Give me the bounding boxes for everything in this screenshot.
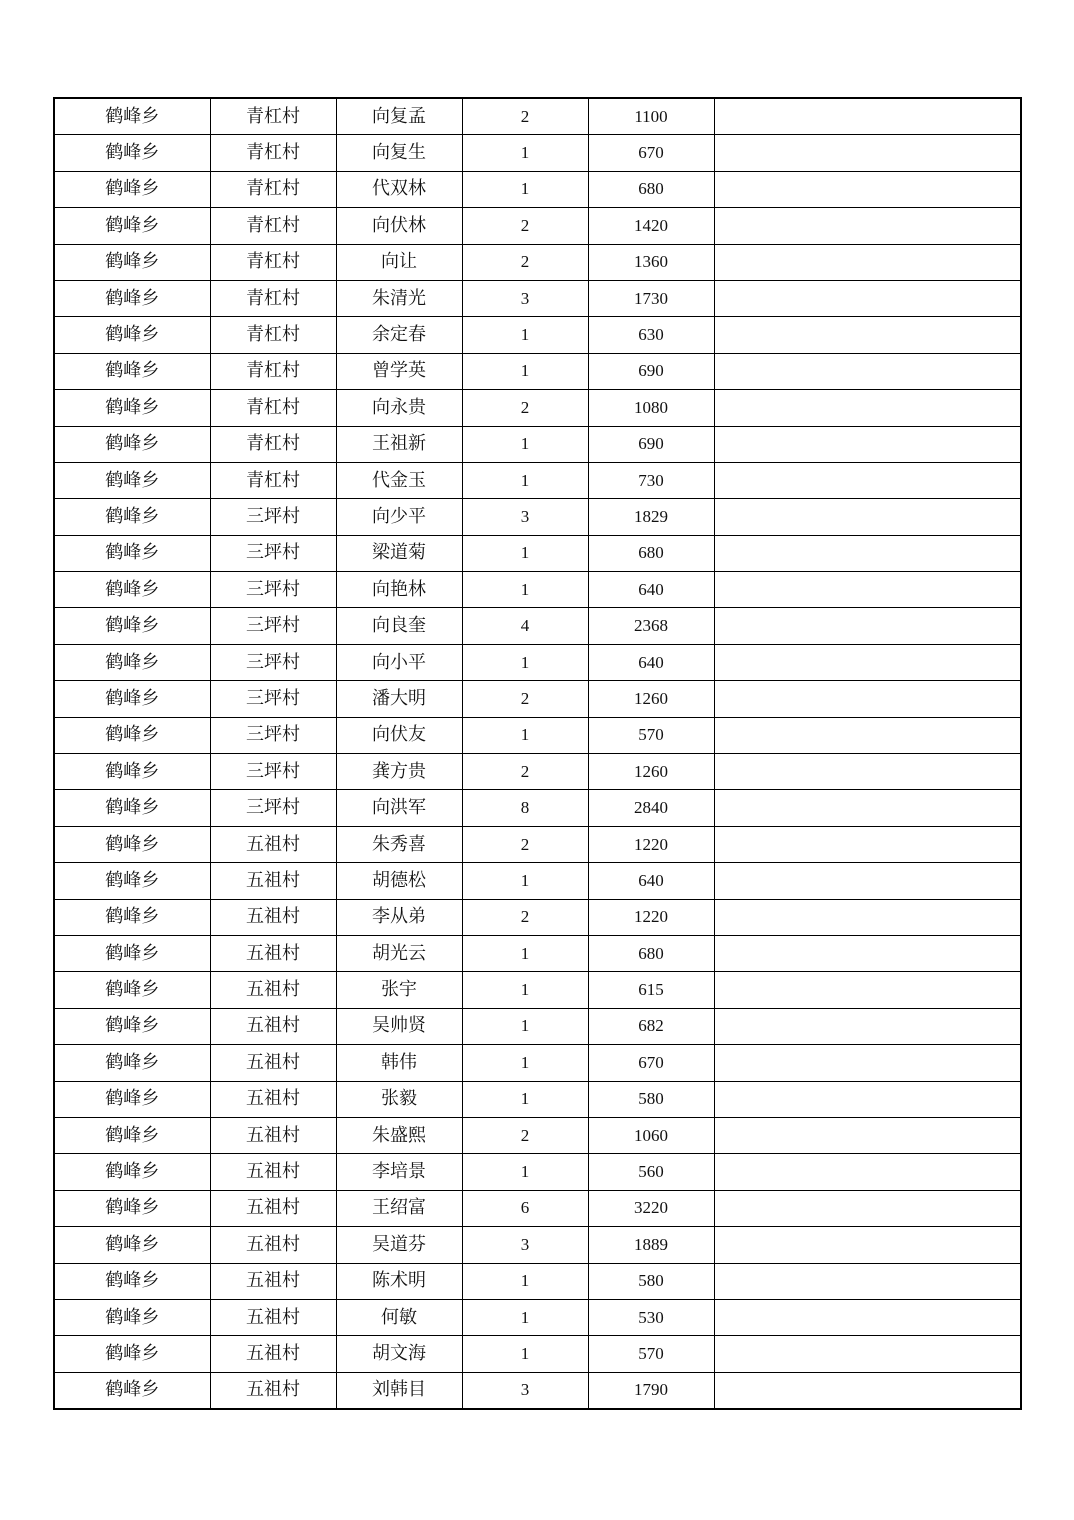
amount-cell: 690 (588, 353, 714, 389)
village-cell: 青杠村 (210, 353, 336, 389)
remark-cell (714, 135, 1021, 171)
table-row (54, 935, 1021, 971)
township-cell: 鹤峰乡 (54, 717, 210, 753)
remark-cell (714, 972, 1021, 1008)
village-cell: 青杠村 (210, 208, 336, 244)
village-cell: 五祖村 (210, 863, 336, 899)
name-cell: 李培景 (336, 1154, 462, 1190)
village-cell: 青杠村 (210, 390, 336, 426)
table-row (54, 754, 1021, 790)
village-cell: 青杠村 (210, 171, 336, 207)
amount-cell: 1730 (588, 280, 714, 316)
village-cell: 青杠村 (210, 462, 336, 498)
remark-cell (714, 1008, 1021, 1044)
name-cell: 向艳林 (336, 572, 462, 608)
table-row (54, 1372, 1021, 1409)
name-cell: 李从弟 (336, 899, 462, 935)
name-cell: 朱清光 (336, 280, 462, 316)
count-cell: 1 (462, 1154, 588, 1190)
name-cell: 向伏友 (336, 717, 462, 753)
township-cell: 鹤峰乡 (54, 972, 210, 1008)
table-row (54, 98, 1021, 135)
count-cell: 2 (462, 208, 588, 244)
table-row (54, 135, 1021, 171)
amount-cell: 1220 (588, 899, 714, 935)
table-row (54, 535, 1021, 571)
count-cell: 1 (462, 717, 588, 753)
amount-cell: 615 (588, 972, 714, 1008)
village-cell: 三坪村 (210, 681, 336, 717)
name-cell: 吴道芬 (336, 1227, 462, 1263)
township-cell: 鹤峰乡 (54, 826, 210, 862)
township-cell: 鹤峰乡 (54, 935, 210, 971)
village-cell: 青杠村 (210, 244, 336, 280)
amount-cell: 2368 (588, 608, 714, 644)
remark-cell (714, 572, 1021, 608)
amount-cell: 680 (588, 171, 714, 207)
township-cell: 鹤峰乡 (54, 608, 210, 644)
table-row (54, 426, 1021, 462)
remark-cell (714, 1227, 1021, 1263)
village-cell: 青杠村 (210, 280, 336, 316)
count-cell: 8 (462, 790, 588, 826)
table-row (54, 208, 1021, 244)
table-body (54, 98, 1021, 1409)
count-cell: 4 (462, 608, 588, 644)
name-cell: 张毅 (336, 1081, 462, 1117)
village-cell: 五祖村 (210, 1372, 336, 1409)
table-row (54, 244, 1021, 280)
amount-cell: 630 (588, 317, 714, 353)
count-cell: 1 (462, 462, 588, 498)
table-row (54, 608, 1021, 644)
township-cell: 鹤峰乡 (54, 1336, 210, 1372)
count-cell: 2 (462, 390, 588, 426)
count-cell: 6 (462, 1190, 588, 1226)
remark-cell (714, 1372, 1021, 1409)
name-cell: 余定春 (336, 317, 462, 353)
amount-cell: 1360 (588, 244, 714, 280)
village-cell: 五祖村 (210, 1263, 336, 1299)
count-cell: 1 (462, 644, 588, 680)
remark-cell (714, 462, 1021, 498)
township-cell: 鹤峰乡 (54, 280, 210, 316)
name-cell: 向少平 (336, 499, 462, 535)
count-cell: 1 (462, 1299, 588, 1335)
name-cell: 潘大明 (336, 681, 462, 717)
village-cell: 三坪村 (210, 790, 336, 826)
remark-cell (714, 608, 1021, 644)
amount-cell: 730 (588, 462, 714, 498)
village-cell: 五祖村 (210, 1008, 336, 1044)
table-row (54, 863, 1021, 899)
village-cell: 五祖村 (210, 1336, 336, 1372)
remark-cell (714, 1154, 1021, 1190)
township-cell: 鹤峰乡 (54, 1154, 210, 1190)
township-cell: 鹤峰乡 (54, 1227, 210, 1263)
name-cell: 王祖新 (336, 426, 462, 462)
amount-cell: 580 (588, 1263, 714, 1299)
count-cell: 3 (462, 280, 588, 316)
name-cell: 向洪军 (336, 790, 462, 826)
remark-cell (714, 935, 1021, 971)
township-cell: 鹤峰乡 (54, 499, 210, 535)
remark-cell (714, 353, 1021, 389)
count-cell: 2 (462, 244, 588, 280)
name-cell: 吴帅贤 (336, 1008, 462, 1044)
township-cell: 鹤峰乡 (54, 208, 210, 244)
township-cell: 鹤峰乡 (54, 754, 210, 790)
name-cell: 刘韩目 (336, 1372, 462, 1409)
amount-cell: 1100 (588, 98, 714, 135)
remark-cell (714, 535, 1021, 571)
amount-cell: 1220 (588, 826, 714, 862)
remark-cell (714, 390, 1021, 426)
township-cell: 鹤峰乡 (54, 317, 210, 353)
township-cell: 鹤峰乡 (54, 244, 210, 280)
township-cell: 鹤峰乡 (54, 644, 210, 680)
count-cell: 1 (462, 572, 588, 608)
count-cell: 1 (462, 972, 588, 1008)
village-cell: 三坪村 (210, 717, 336, 753)
amount-cell: 690 (588, 426, 714, 462)
remark-cell (714, 754, 1021, 790)
village-cell: 三坪村 (210, 754, 336, 790)
township-cell: 鹤峰乡 (54, 572, 210, 608)
amount-cell: 1060 (588, 1117, 714, 1153)
amount-cell: 1080 (588, 390, 714, 426)
village-cell: 五祖村 (210, 1081, 336, 1117)
village-cell: 青杠村 (210, 98, 336, 135)
township-cell: 鹤峰乡 (54, 681, 210, 717)
amount-cell: 1420 (588, 208, 714, 244)
remark-cell (714, 1299, 1021, 1335)
name-cell: 曾学英 (336, 353, 462, 389)
township-cell: 鹤峰乡 (54, 462, 210, 498)
name-cell: 向小平 (336, 644, 462, 680)
table-row (54, 171, 1021, 207)
name-cell: 代双林 (336, 171, 462, 207)
village-cell: 五祖村 (210, 1190, 336, 1226)
remark-cell (714, 1190, 1021, 1226)
name-cell: 王绍富 (336, 1190, 462, 1226)
township-cell: 鹤峰乡 (54, 98, 210, 135)
table-row (54, 1117, 1021, 1153)
amount-cell: 560 (588, 1154, 714, 1190)
table-row (54, 1263, 1021, 1299)
amount-cell: 530 (588, 1299, 714, 1335)
name-cell: 代金玉 (336, 462, 462, 498)
table-row (54, 790, 1021, 826)
township-cell: 鹤峰乡 (54, 1372, 210, 1409)
name-cell: 朱秀喜 (336, 826, 462, 862)
township-cell: 鹤峰乡 (54, 1081, 210, 1117)
remark-cell (714, 499, 1021, 535)
township-cell: 鹤峰乡 (54, 535, 210, 571)
village-cell: 青杠村 (210, 135, 336, 171)
table-row (54, 717, 1021, 753)
remark-cell (714, 681, 1021, 717)
remark-cell (714, 171, 1021, 207)
table-row (54, 317, 1021, 353)
township-cell: 鹤峰乡 (54, 135, 210, 171)
remark-cell (714, 1117, 1021, 1153)
village-cell: 青杠村 (210, 317, 336, 353)
remark-cell (714, 790, 1021, 826)
amount-cell: 570 (588, 1336, 714, 1372)
village-cell: 三坪村 (210, 535, 336, 571)
table-row (54, 899, 1021, 935)
township-cell: 鹤峰乡 (54, 390, 210, 426)
amount-cell: 640 (588, 572, 714, 608)
village-cell: 三坪村 (210, 644, 336, 680)
count-cell: 1 (462, 1008, 588, 1044)
amount-cell: 1790 (588, 1372, 714, 1409)
remark-cell (714, 98, 1021, 135)
name-cell: 胡文海 (336, 1336, 462, 1372)
village-cell: 三坪村 (210, 608, 336, 644)
name-cell: 陈术明 (336, 1263, 462, 1299)
name-cell: 龚方贵 (336, 754, 462, 790)
amount-cell: 670 (588, 135, 714, 171)
village-cell: 五祖村 (210, 1117, 336, 1153)
amount-cell: 2840 (588, 790, 714, 826)
remark-cell (714, 826, 1021, 862)
remark-cell (714, 863, 1021, 899)
count-cell: 1 (462, 317, 588, 353)
amount-cell: 570 (588, 717, 714, 753)
village-cell: 青杠村 (210, 426, 336, 462)
remark-cell (714, 317, 1021, 353)
amount-cell: 1829 (588, 499, 714, 535)
table-row (54, 681, 1021, 717)
amount-cell: 1260 (588, 681, 714, 717)
amount-cell: 682 (588, 1008, 714, 1044)
table-row (54, 499, 1021, 535)
name-cell: 胡光云 (336, 935, 462, 971)
count-cell: 1 (462, 1081, 588, 1117)
amount-cell: 3220 (588, 1190, 714, 1226)
village-cell: 三坪村 (210, 572, 336, 608)
table-row (54, 1299, 1021, 1335)
count-cell: 2 (462, 1117, 588, 1153)
name-cell: 向复生 (336, 135, 462, 171)
amount-cell: 680 (588, 935, 714, 971)
count-cell: 3 (462, 499, 588, 535)
count-cell: 1 (462, 426, 588, 462)
table-row (54, 280, 1021, 316)
table-row (54, 1227, 1021, 1263)
remark-cell (714, 1263, 1021, 1299)
count-cell: 3 (462, 1372, 588, 1409)
amount-cell: 670 (588, 1045, 714, 1081)
name-cell: 韩伟 (336, 1045, 462, 1081)
township-cell: 鹤峰乡 (54, 1190, 210, 1226)
table-row (54, 1081, 1021, 1117)
remark-cell (714, 1336, 1021, 1372)
table-row (54, 1336, 1021, 1372)
table-row (54, 644, 1021, 680)
amount-cell: 580 (588, 1081, 714, 1117)
village-cell: 五祖村 (210, 1299, 336, 1335)
name-cell: 何敏 (336, 1299, 462, 1335)
table-row (54, 1045, 1021, 1081)
village-cell: 五祖村 (210, 899, 336, 935)
amount-cell: 1260 (588, 754, 714, 790)
village-cell: 五祖村 (210, 935, 336, 971)
remark-cell (714, 280, 1021, 316)
table-row (54, 826, 1021, 862)
name-cell: 向永贵 (336, 390, 462, 426)
count-cell: 1 (462, 1336, 588, 1372)
count-cell: 1 (462, 135, 588, 171)
count-cell: 1 (462, 935, 588, 971)
count-cell: 2 (462, 681, 588, 717)
township-cell: 鹤峰乡 (54, 863, 210, 899)
township-cell: 鹤峰乡 (54, 790, 210, 826)
count-cell: 2 (462, 754, 588, 790)
township-cell: 鹤峰乡 (54, 1008, 210, 1044)
name-cell: 向复孟 (336, 98, 462, 135)
count-cell: 1 (462, 1045, 588, 1081)
township-cell: 鹤峰乡 (54, 1117, 210, 1153)
count-cell: 1 (462, 353, 588, 389)
table-row (54, 572, 1021, 608)
count-cell: 1 (462, 863, 588, 899)
table-row (54, 1190, 1021, 1226)
count-cell: 2 (462, 826, 588, 862)
remark-cell (714, 717, 1021, 753)
township-cell: 鹤峰乡 (54, 1263, 210, 1299)
remark-cell (714, 1045, 1021, 1081)
village-cell: 五祖村 (210, 1227, 336, 1263)
remark-cell (714, 426, 1021, 462)
amount-cell: 680 (588, 535, 714, 571)
count-cell: 1 (462, 535, 588, 571)
village-cell: 五祖村 (210, 1154, 336, 1190)
remark-cell (714, 899, 1021, 935)
count-cell: 1 (462, 1263, 588, 1299)
township-cell: 鹤峰乡 (54, 353, 210, 389)
village-cell: 五祖村 (210, 826, 336, 862)
township-cell: 鹤峰乡 (54, 171, 210, 207)
count-cell: 2 (462, 98, 588, 135)
village-cell: 五祖村 (210, 1045, 336, 1081)
name-cell: 梁道菊 (336, 535, 462, 571)
name-cell: 向良奎 (336, 608, 462, 644)
village-cell: 五祖村 (210, 972, 336, 1008)
table-row (54, 1008, 1021, 1044)
township-cell: 鹤峰乡 (54, 1045, 210, 1081)
table-row (54, 390, 1021, 426)
table-row (54, 972, 1021, 1008)
count-cell: 2 (462, 899, 588, 935)
township-cell: 鹤峰乡 (54, 899, 210, 935)
remark-cell (714, 244, 1021, 280)
table-row (54, 462, 1021, 498)
name-cell: 张宇 (336, 972, 462, 1008)
remark-cell (714, 644, 1021, 680)
amount-cell: 640 (588, 863, 714, 899)
township-cell: 鹤峰乡 (54, 1299, 210, 1335)
amount-cell: 640 (588, 644, 714, 680)
table-row (54, 353, 1021, 389)
count-cell: 1 (462, 171, 588, 207)
amount-cell: 1889 (588, 1227, 714, 1263)
data-table (53, 97, 1022, 1410)
remark-cell (714, 208, 1021, 244)
remark-cell (714, 1081, 1021, 1117)
township-cell: 鹤峰乡 (54, 426, 210, 462)
name-cell: 向让 (336, 244, 462, 280)
name-cell: 向伏林 (336, 208, 462, 244)
name-cell: 朱盛熙 (336, 1117, 462, 1153)
name-cell: 胡德松 (336, 863, 462, 899)
table-row (54, 1154, 1021, 1190)
village-cell: 三坪村 (210, 499, 336, 535)
count-cell: 3 (462, 1227, 588, 1263)
